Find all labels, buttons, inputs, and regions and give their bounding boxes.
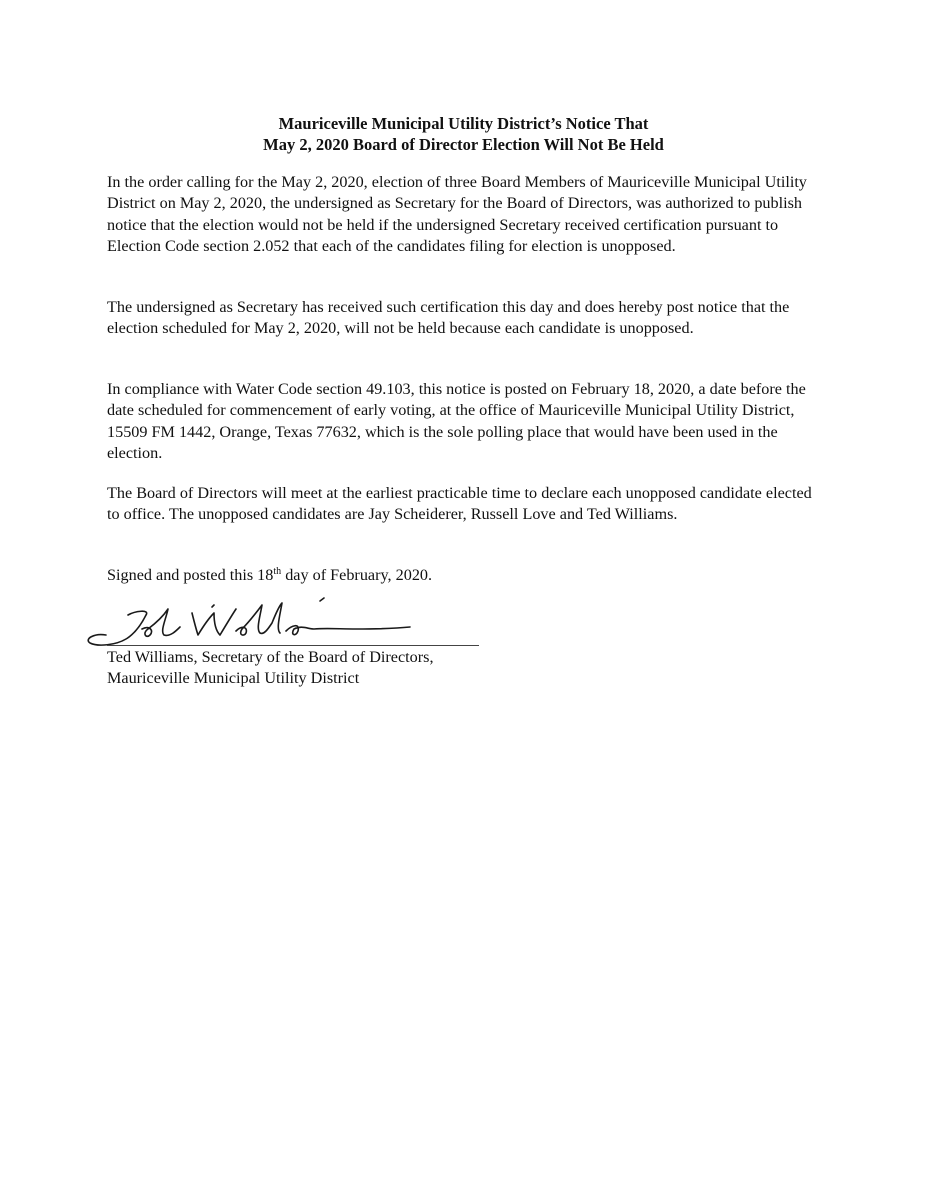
paragraph-posting-compliance: In compliance with Water Code section 49.103, this notice is posted on February 18, 2020, a date before the date scheduled for commencement of early voting, at the office of Mauriceville Municipal Utility District, 15509 FM 1442, Orange, Texas 77632, which is the sole polling place that would have been used in the election. [107,380,806,462]
signatory-organization: Mauriceville Municipal Utility District [107,669,360,688]
signatory-name-title: Ted Williams, Secretary of the Board of Directors, [107,648,434,666]
signed-date-line [107,565,432,586]
signed-suffix: day of February, 2020. [281,566,433,584]
paragraph-certification: The undersigned as Secretary has received such certification this day and does hereby post notice that the election scheduled for May 2, 2020, will not be held because each candidate is unopposed. [107,298,790,338]
title-line-2: May 2, 2020 Board of Director Election Will Not Be Held [263,135,664,154]
signatory-block [107,647,434,690]
signed-prefix: Signed and posted this 18 [107,566,274,584]
paragraph-election-order: In the order calling for the May 2, 2020, election of three Board Members of Mauriceville Municipal Utility District on May 2, 2020, the undersigned as Secretary for the Board of Directors, was authorized to publish notice that the election would not be held if the undersigned Secretary received certification pursuant to Election Code section 2.052 that each of the candidates filing for election is unopposed. [107,173,807,255]
handwritten-signature [80,595,480,655]
paragraph-unopposed-candidates: The Board of Directors will meet at the earliest practicable time to declare each unopposed candidate elected to office. The unopposed candidates are Jay Scheiderer, Russell Love and Ted Williams. [107,484,812,524]
signature-line [107,645,479,646]
notice-title [80,113,847,155]
signed-superscript: th [273,566,282,577]
title-line-1: Mauriceville Municipal Utility District’s Notice That [278,114,649,133]
